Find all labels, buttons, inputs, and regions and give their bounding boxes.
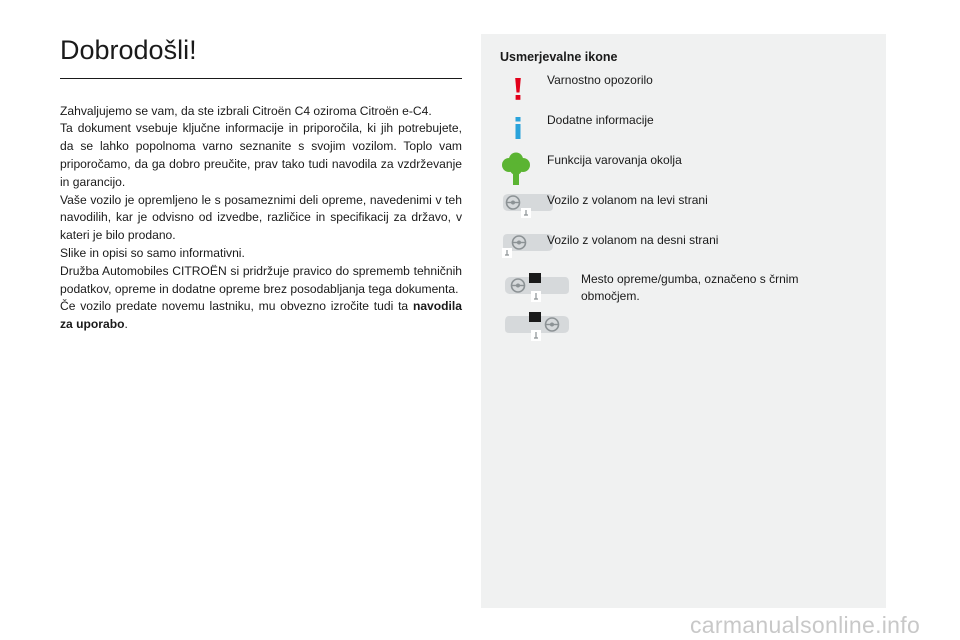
watermark: carmanualsonline.info — [690, 612, 921, 638]
dashboard-marked-area-rhd-icon — [503, 310, 571, 342]
intro-text — [60, 103, 462, 334]
legend-label: Funkcija varovanja okolja — [547, 153, 682, 167]
legend-label: Mesto opreme/gumba, označeno s črnim območjem. — [581, 272, 799, 303]
main-column — [60, 36, 462, 334]
legend-label: Vozilo z volanom na levi strani — [547, 193, 708, 207]
intro-last-end: . — [124, 317, 128, 332]
intro-paragraph: Vaše vozilo je opremljeno le s posameznimi deli opreme, navedenimi v teh navodilih, kar je odvisno od izvedbe, različice in specifikacij za državo, v kateri je bilo prodano. — [60, 192, 462, 243]
intro-paragraph: Družba Automobiles CITROËN si pridržuje pravico do sprememb tehničnih podatkov, opreme in dodatne opreme brez posodabljanja tega dokumenta. — [60, 263, 462, 296]
page-title: Dobrodošli! — [60, 36, 462, 79]
guidance-icons-panel — [481, 34, 886, 608]
legend-label: Varnostno opozorilo — [547, 73, 653, 87]
legend-label: Vozilo z volanom na desni strani — [547, 233, 719, 247]
intro-last-text: Če vozilo predate novemu lastniku, mu obvezno izročite tudi ta — [60, 299, 413, 314]
intro-paragraph-last — [60, 298, 462, 334]
panel-title: Usmerjevalne ikone — [500, 50, 618, 64]
intro-paragraph: Ta dokument vsebuje ključne informacije in priporočila, ki jih potrebujete, da se lahko popolnoma varno seznanite s svojim vozilom. Toplo vam priporočamo, da ga dobro preučite, prav tako tudi navodila za vzdrževanje in garancijo. — [60, 121, 462, 189]
intro-paragraph: Zahvaljujemo se vam, da ste izbrali Citroën C4 oziroma Citroën e-C4. — [60, 103, 432, 118]
legend-label: Dodatne informacije — [547, 113, 654, 127]
intro-paragraph: Slike in opisi so samo informativni. — [60, 246, 245, 261]
dashboard-marked-area-icon — [503, 271, 571, 303]
warning-exclamation-icon — [511, 77, 525, 101]
owners-manual-term: navodila za uporabo — [60, 299, 462, 332]
tree-icon — [502, 152, 530, 186]
info-icon — [511, 116, 525, 140]
